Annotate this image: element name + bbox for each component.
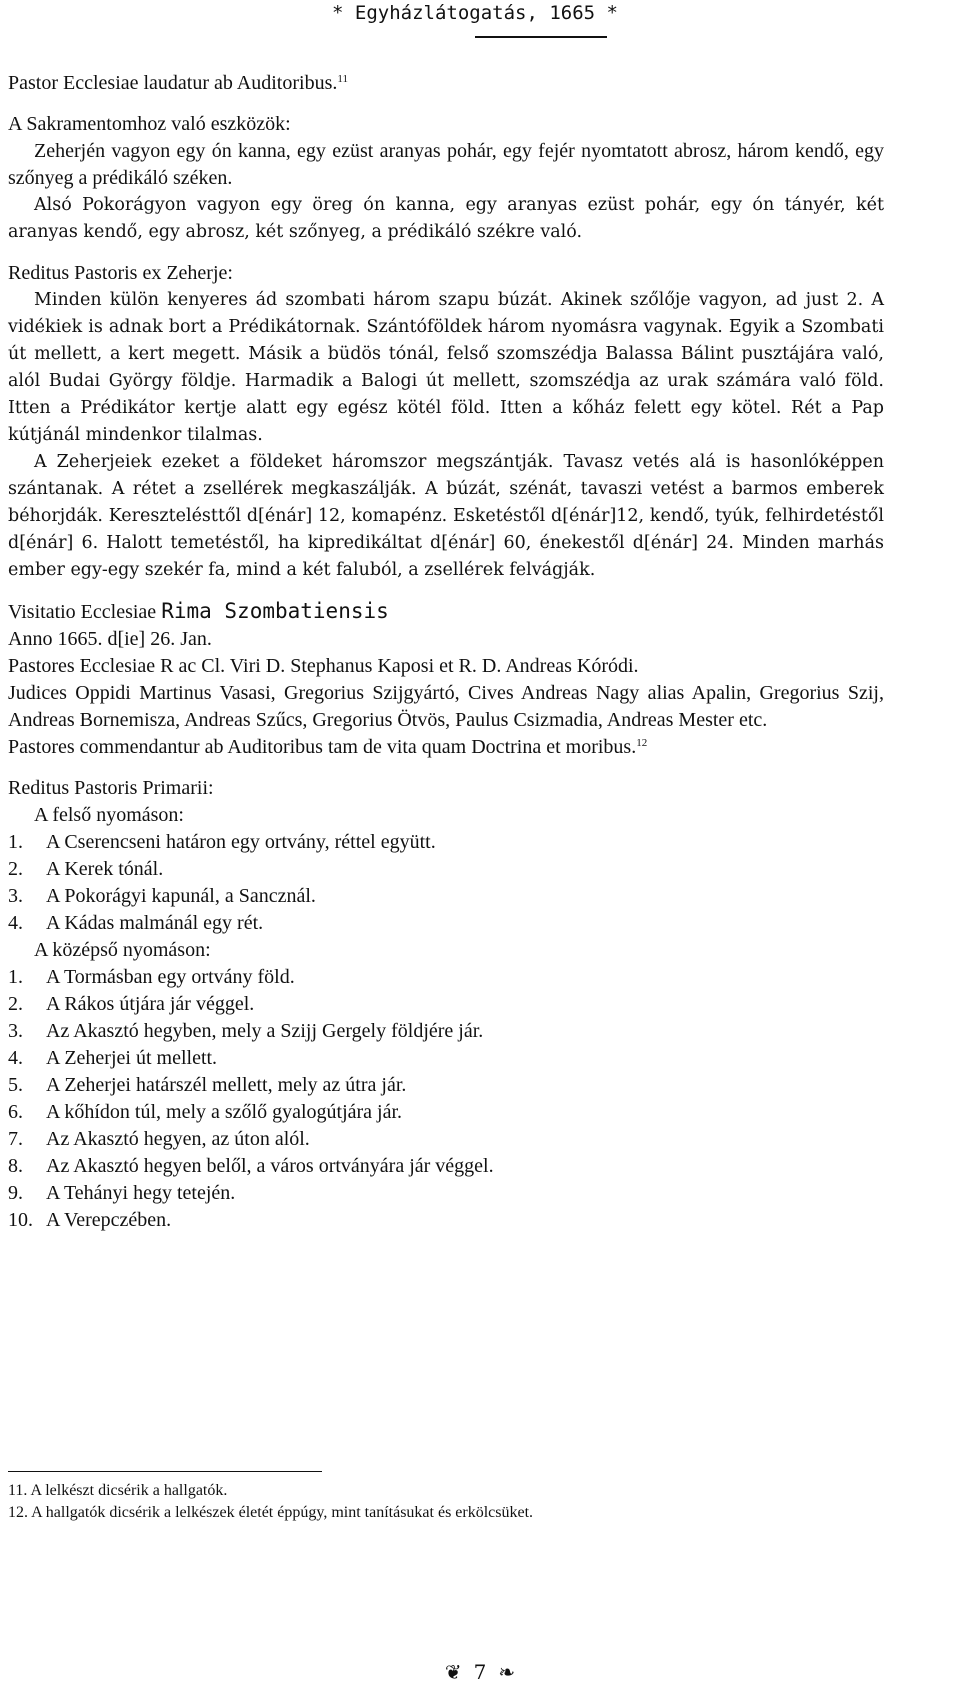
- list-item: [8, 910, 884, 937]
- running-header: [0, 0, 960, 60]
- visitatio-pastores: Pastores Ecclesiae R ac Cl. Viri D. Stephanus Kaposi et R. D. Andreas Kóródi.: [8, 655, 639, 677]
- list-number: 3.: [8, 1020, 23, 1042]
- footnote-text: A hallgatók dicsérik a lelkészek életét éppúgy, mint tanításukat és erkölcsüket.: [31, 1504, 534, 1521]
- pastor-laudatur-text: Pastor Ecclesiae laudatur ab Auditoribus.: [8, 72, 338, 94]
- list-number: 6.: [8, 1101, 23, 1123]
- list-item: [8, 883, 884, 910]
- list-text: A Zeherjei határszél mellett, mely az útra jár.: [46, 1074, 407, 1096]
- list-number: 9.: [8, 1182, 23, 1204]
- list-number: 3.: [8, 885, 23, 907]
- pastor-laudatur: [8, 70, 884, 97]
- list-number: 8.: [8, 1155, 23, 1177]
- footnote-rule: [8, 1471, 322, 1472]
- list-number: 2.: [8, 858, 23, 880]
- footnote-number: 11.: [8, 1482, 28, 1499]
- list-text: A Cserencseni határon egy ortvány, réttel együtt.: [46, 831, 436, 853]
- list-item: [8, 1045, 884, 1072]
- list-text: A Pokorágyi kapunál, a Sancznál.: [46, 885, 316, 907]
- footnote-11: [8, 1480, 908, 1502]
- reditus-zeherje-heading: Reditus Pastoris ex Zeherje:: [8, 262, 233, 284]
- list-number: 10.: [8, 1209, 33, 1231]
- list-item: [8, 829, 884, 856]
- list-item: [8, 1072, 884, 1099]
- list-text: A Tehányi hegy tetején.: [46, 1182, 236, 1204]
- reditus-zeherje-text1: Minden külön kenyeres ád szombati három szapu búzát. Akinek szőlője vagyon, ad just 2. A vidékiek is adnak bort a Prédikátornak. Szántóföldek három nyomásra vagynak. Egyik a Szombati út mellett, a kert megett. Másik a büdös tónál, felső szomszédja Balassa Bálint pusztájára való, alól Budai György földje. Harmadik a Balogi út mellett, szomszédja az urak számára való föld. Itten a Prédikátor kertje alatt egy egész kötél föld. Itten a kőház felett egy kötel. Rét a Pap kútjánál mindenkor tilalmas.: [8, 290, 884, 445]
- list-item: [8, 1153, 884, 1180]
- header-title: * Egyházlátogatás, 1665 *: [332, 2, 618, 24]
- sakr-zeherje: Zeherjén vagyon egy ón kanna, egy ezüst aranyas pohár, egy fejér nyomtatott abrosz, három kendő, egy szőnyeg a prédikáló széken.: [8, 140, 884, 189]
- list-text: A Kerek tónál.: [46, 858, 164, 880]
- footnote-ref-12[interactable]: 12: [636, 737, 648, 749]
- list-number: 5.: [8, 1074, 23, 1096]
- list-number: 1.: [8, 966, 23, 988]
- footnote-ref-11[interactable]: 11: [337, 73, 348, 85]
- primarii-heading: Reditus Pastoris Primarii:: [8, 777, 214, 799]
- visitatio-commend: [8, 734, 884, 761]
- visitatio-prefix: Visitatio Ecclesiae: [8, 601, 157, 623]
- list-text: Az Akasztó hegyen, az úton alól.: [46, 1128, 310, 1150]
- list-item: [8, 991, 884, 1018]
- footnote-text: A lelkészt dicsérik a hallgatók.: [30, 1482, 228, 1499]
- list-item: [8, 1126, 884, 1153]
- list-number: 7.: [8, 1128, 23, 1150]
- list-number: 4.: [8, 912, 23, 934]
- main-text: [8, 70, 884, 1234]
- footnote-number: 12.: [8, 1504, 28, 1521]
- footnote-12: [8, 1502, 908, 1524]
- list-item: [8, 1180, 884, 1207]
- list-text: Az Akasztó hegyben, mely a Szijj Gergely földjére jár.: [46, 1020, 484, 1042]
- page-footer: [0, 1660, 960, 1684]
- list-text: Az Akasztó hegyen belől, a város ortványára jár véggel.: [46, 1155, 494, 1177]
- reditus-zeherje-text2: A Zeherjeiek ezeket a földeket háromszor megszántják. Tavasz vetés alá is hasonlóképpen szántanak. A rétet a zsellérek megkaszálják. A búzát, szénát, tavaszi vetést a barmos emberek béhorjdák. Keresztelésttől d[énár] 12, komapénz. Esketéstől d[énár]12, kendő, tyúk, felhirdetéstől d[énár] 6. Halott temetéstől, ha kipredikáltat d[énár] 60, énekestől d[énár] 24. Minden marhás ember egy-egy szekér fa, mind a két faluból, a zsellérek felvágják.: [8, 452, 884, 580]
- list-text: A Kádas malmánál egy rét.: [46, 912, 264, 934]
- fleuron-right-icon: ❧: [498, 1660, 516, 1684]
- fleuron-left-icon: ❦: [444, 1660, 462, 1684]
- list-text: A kőhídon túl, mely a szőlő gyalogútjára jár.: [46, 1101, 403, 1123]
- list-text: A Rákos útjára jár véggel.: [46, 993, 255, 1015]
- list-item: [8, 1207, 884, 1234]
- footnotes: [8, 1480, 908, 1524]
- list-number: 4.: [8, 1047, 23, 1069]
- list-item: [8, 1018, 884, 1045]
- list-number: 2.: [8, 993, 23, 1015]
- visitatio-title: [8, 598, 884, 626]
- list-item: [8, 856, 884, 883]
- kozep-heading: A középső nyomáson:: [34, 939, 211, 961]
- list-text: A Zeherjei út mellett.: [46, 1047, 218, 1069]
- sakr-pokoragy: Alsó Pokorágyon vagyon egy öreg ón kanna, egy aranyas ezüst pohár, egy ón tányér, két aranyas kendő, egy abrosz, két szőnyeg, a prédikáló székre való.: [8, 195, 884, 242]
- felso-heading: A felső nyomáson:: [34, 804, 184, 826]
- visitatio-place: Rima Szombatiensis: [161, 599, 389, 623]
- header-rule: [475, 36, 607, 38]
- visitatio-anno: Anno 1665. d[ie] 26. Jan.: [8, 628, 212, 650]
- list-text: A Tormásban egy ortvány föld.: [46, 966, 295, 988]
- visitatio-commend-text: Pastores commendantur ab Auditoribus tam de vita quam Doctrina et moribus.: [8, 736, 637, 758]
- list-item: [8, 1099, 884, 1126]
- visitatio-judices: Judices Oppidi Martinus Vasasi, Gregorius Szijgyártó, Cives Andreas Nagy alias Apalin, Gregorius Szij, Andreas Bornemisza, Andreas Szűcs, Gregorius Ötvös, Paulus Csizmadia, Andreas Mester etc.: [8, 682, 884, 731]
- felso-list: [8, 829, 884, 937]
- kozep-list: [8, 964, 884, 1234]
- list-number: 1.: [8, 831, 23, 853]
- list-item: [8, 964, 884, 991]
- page-number: 7: [473, 1660, 487, 1684]
- sakr-heading: A Sakramentomhoz való eszközök:: [8, 113, 291, 135]
- list-text: A Verepczében.: [46, 1209, 172, 1231]
